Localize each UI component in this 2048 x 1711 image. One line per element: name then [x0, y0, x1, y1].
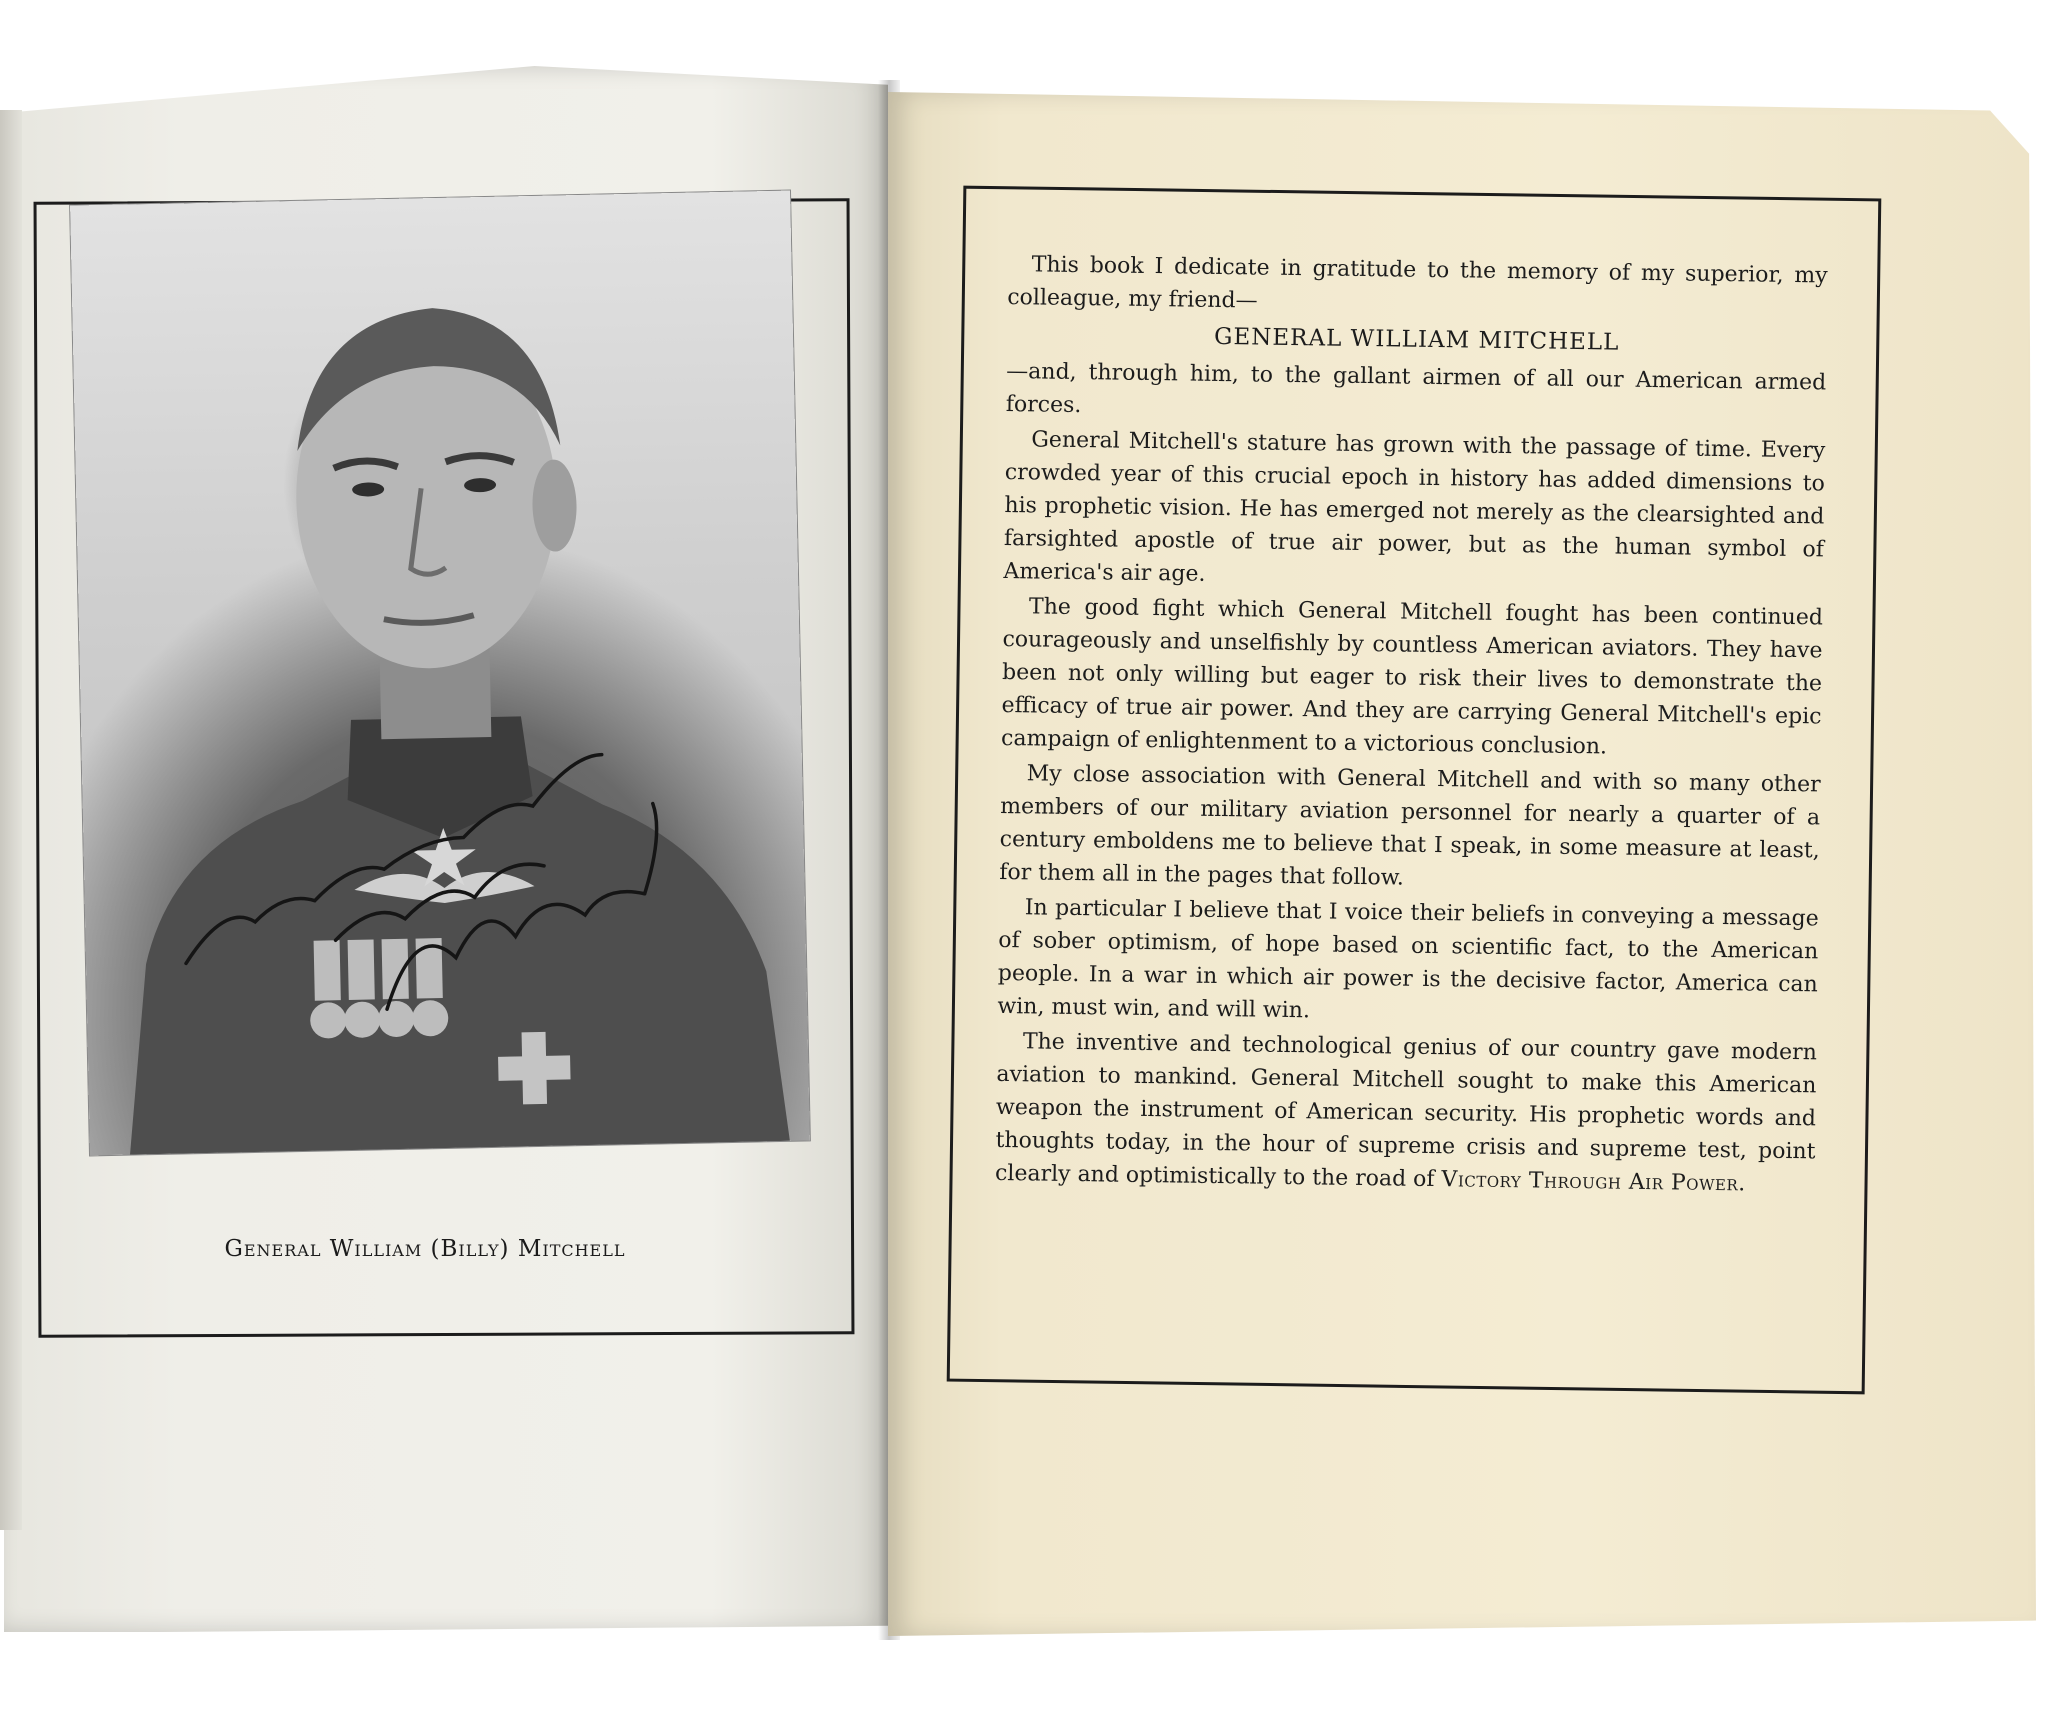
- portrait-illustration: [70, 191, 810, 1156]
- cover-edge: [0, 110, 22, 1530]
- closing-end: .: [1738, 1171, 1746, 1197]
- dedication-paragraph: In particular I believe that I voice their beliefs in conveying a message of sober optimism, of hope based on scientific fact, to the American people. In a war in which air power is the decisive factor, America can win, must win, and will win.: [997, 895, 1819, 1024]
- dedication-intro: This book I dedicate in gratitude to the memory of my superior, my colleague, my friend—: [1007, 252, 1828, 314]
- dedication-paragraph: My close association with General Mitchell and with so many other members of our military aviation personnel for nearly a quarter of a century emboldens me to believe that I speak, in some measure at least, for them all in the pages that follow.: [999, 761, 1821, 891]
- dedication-text: [995, 248, 1828, 1203]
- dedication-after-name: —and, through him, to the gallant airmen of all our American armed forces.: [1005, 358, 1827, 419]
- dedication-closing: [995, 1025, 1817, 1201]
- portrait-photo: [70, 191, 810, 1156]
- dedication-name: GENERAL WILLIAM MITCHELL: [1213, 323, 1620, 356]
- dedication-paragraph: The good fight which General Mitchell fought has been continued courageously and unselfishly by countless American aviators. They have been not only willing but eager to risk their lives to demonstrate the efficacy of true air power. And they are carrying General Mitchell's epic campaign of enlightenment to a victorious conclusion.: [1000, 594, 1824, 760]
- book-title: Victory Through Air Power: [1441, 1167, 1739, 1197]
- closing-lead: The inventive and technological genius of our country gave modern aviation to mankind. General Mitchell sought to make this American weapon the instrument of American security. His prophetic words and thoughts today, in the hour of supreme crisis and supreme test, point clearly and optimistically to the road of: [994, 1029, 1818, 1193]
- dedication-paragraph: General Mitchell's stature has grown with the passage of time. Every crowded year of this crucial epoch in history has added dimensions to his prophetic vision. He has emerged not merely as the clearsighted and farsighted apostle of true air power, but as the human symbol of America's air age.: [1003, 427, 1826, 587]
- photo-caption: General William (Billy) Mitchell: [224, 1236, 626, 1262]
